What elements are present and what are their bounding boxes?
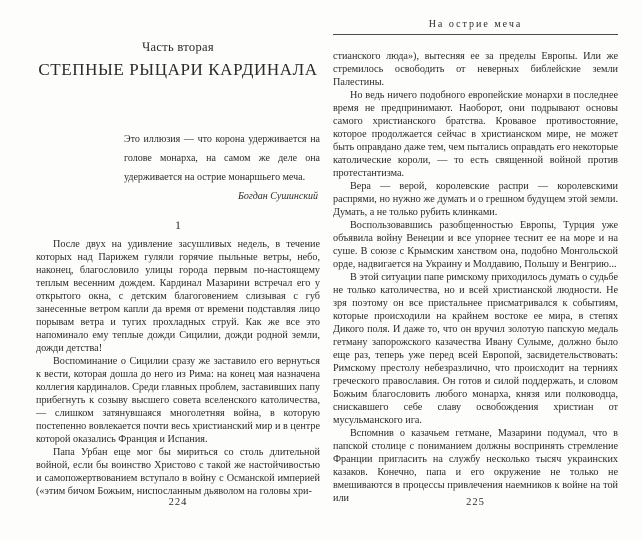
running-head: На острие меча xyxy=(333,19,618,35)
paragraph: В этой ситуации папе римскому приходилось думать о судьбе не только католичества, но и всей христианской людности. Не зря поэтому он все пристальнее присматривался к событиям, которые происходили на крайнем востоке ее мира, в степях Дикого поля. И даже то, что он вручил золотую папскую медаль гетману запорожского казачества Ивану Сулыме, должно было еще раз, теперь уже перед всей Европой, засвидетельствовать: Римскому престолу небезразлично, что происходит на терниях греческого православия. Он готов и силой поддержать, и словом Божьим благословить любого монарха, князя или полководца, снискавшего себе славу освобождения христиан от мусульманского ига. xyxy=(333,272,618,426)
page-right xyxy=(333,0,618,540)
paragraph: После двух на удивление засушливых недель, в течение которых над Парижем гуляли горячие пыльные ветры, небо, наконец, благословило улицы города первым по-настоящему теплым весенним дождем. Кардинал Мазарини встречал его у открытого окна, с детским благоговением слизывая с губ занесенные ветром капли да время от времени подставляя лицо порывам ветра и тугих прохладных струй. Как же все это напоминало ему теплые дожди Сицилии, дожди родной земли, дожди детства! xyxy=(36,239,320,354)
part-label: Часть вторая xyxy=(142,40,214,54)
left-page-body xyxy=(36,238,320,498)
chapter-title: СТЕПНЫЕ РЫЦАРИ КАРДИНАЛА xyxy=(38,60,318,79)
paragraph: Папа Урбан еще мог бы мириться со столь длительной войной, если бы воинство Христово с такой же настойчивостью и самопожертвованием вступало в войну с Османской империей («этим бичом Божьим, ниспосланным дьяволом на головы хри- xyxy=(36,447,320,497)
page-left xyxy=(36,0,320,540)
paragraph: Воспоминание о Сицилии сразу же заставило его вернуться к вести, которая дошла до него из Рима: на конец мая назначена коллегия кардиналов. Среди главных проблем, заставивших папу прибегнуть к созыву высшего совета вселенского католичества, — слишком затянувшаяся многолетняя война, в которую постепенно вовлекается почти весь христианский мир и в центре которой оказались Франция и Испания. xyxy=(36,356,320,445)
page-number-right: 225 xyxy=(466,497,485,508)
section-number: 1 xyxy=(175,218,181,232)
right-page-body xyxy=(333,50,618,505)
paragraph: Вера — верой, королевские распри — королевскими распрями, но нужно же думать и о грешном будущем этой земли. Думать, а не только рубить клинками. xyxy=(333,181,618,218)
epigraph-text: Это иллюзия — что корона удерживается на голове монарха, на самом же деле она удерживается на острие монаршьего меча. xyxy=(124,134,320,183)
paragraph: Воспользовавшись разобщенностью Европы, Турция уже объявила войну Венеции и все упорнее теснит ее на море и на суше. В союзе с Крымским ханством она, подобно Монгольской орде, надвигается на Украину и Молдавию, Польшу и Венгрию... xyxy=(333,220,618,270)
paragraph: стианского люда»), вытесняя ее за пределы Европы. Или же стремилось освободить от неверных библейские земли Палестины. xyxy=(333,51,618,88)
paragraph: Вспомнив о казачьем гетмане, Мазарини подумал, что в папской столице с пониманием должны воспринять стремление Франции пригласить на службу несколько тысяч украинских казаков. Конечно, папа и его окружение не только не вмешиваются в процессы привлечения наемников к войне на той или xyxy=(333,428,618,504)
epigraph-author: Богдан Сушинский xyxy=(237,191,318,202)
page-number-left: 224 xyxy=(168,497,188,508)
paragraph: Но ведь ничего подобного европейские монархи в последнее время не предпринимают. Наоборот, они подрывают основы самого христианского братства. Кровавое противостояние, которое продолжается сейчас в христианском мире, не может быть оправдано даже тем, чем пытались оправдать его некоторые католические короли, — то есть священной войной против протестантизма. xyxy=(333,90,618,179)
